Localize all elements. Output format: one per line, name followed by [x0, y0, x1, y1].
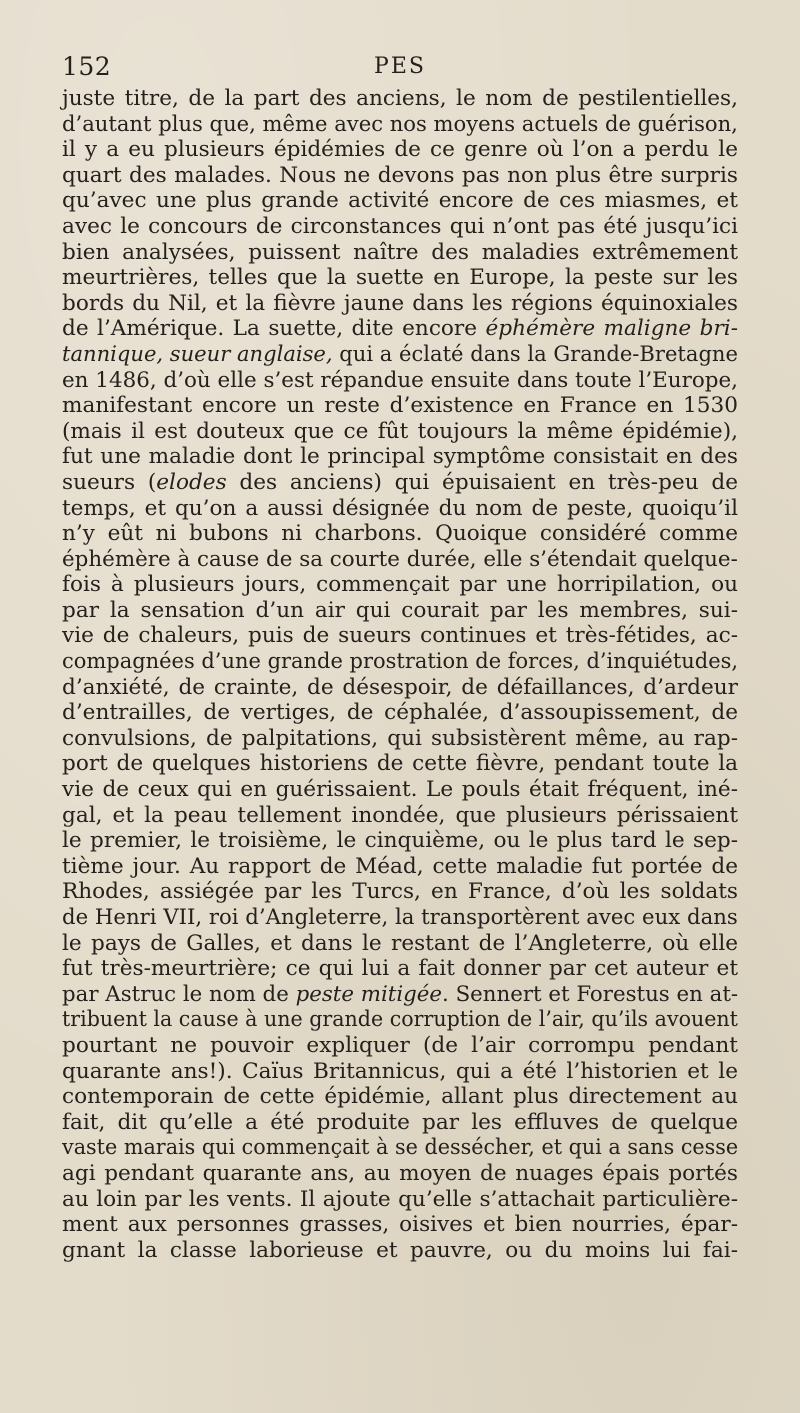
text-line: par la sensation d’un air qui courait par les membres, sui- — [62, 597, 738, 623]
text-line: vaste marais qui commençait à se dessécher, et qui a sans cesse — [62, 1135, 739, 1161]
text-line: port de quelques historiens de cette fièvre, pendant toute la — [62, 751, 738, 777]
page-number: 152 — [62, 52, 112, 81]
body-text — [62, 86, 738, 1263]
text-line: éphémère à cause de sa courte durée, elle s’étendait quelque- — [62, 546, 738, 572]
text-line: de Henri VII, roi d’Angleterre, la transportèrent avec eux dans — [62, 905, 738, 930]
text-line: tième jour. Au rapport de Méad, cette maladie fut portée de — [62, 853, 738, 879]
text-line: juste titre, de la part des anciens, le nom de pestilentielles, — [62, 86, 738, 111]
text-line: quarante ans!). Caïus Britannicus, qui a été l’historien et le — [62, 1058, 738, 1084]
text-line: quart des malades. Nous ne devons pas non plus être surpris — [62, 162, 738, 188]
text-line: de l’Amérique. La suette, dite encore éphémère maligne bri- — [62, 316, 738, 342]
text-line: il y a eu plusieurs épidémies de ce genre où l’on a perdu le — [62, 137, 738, 163]
text-line: convulsions, de palpitations, qui subsistèrent même, au rap- — [62, 725, 738, 751]
text-line: vie de chaleurs, puis de sueurs continues et très-fétides, ac- — [62, 623, 738, 649]
italic-phrase: elodes — [156, 469, 227, 495]
text-line: gnant la classe laborieuse et pauvre, ou du moins lui fai- — [62, 1237, 738, 1263]
text-line: fut une maladie dont le principal symptôme consistait en des — [62, 444, 738, 470]
text-line: par Astruc le nom de peste mitigée. Sennert et Forestus en at- — [62, 981, 739, 1007]
text-line: d’autant plus que, même avec nos moyens actuels de guérison, — [62, 111, 738, 137]
italic-phrase: tannique, sueur anglaise, — [62, 341, 333, 367]
text-line: d’entrailles, de vertiges, de céphalée, d’assoupissement, de — [62, 700, 738, 726]
text-line: bords du Nil, et la fièvre jaune dans les régions équinoxiales — [62, 290, 738, 316]
text-line: sueurs (elodes des anciens) qui épuisaient en très-peu de — [62, 469, 738, 495]
running-head: PES — [374, 54, 426, 79]
text-line: vie de ceux qui en guérissaient. Le pouls était fréquent, iné- — [62, 777, 738, 803]
text-line: Rhodes, assiégée par les Turcs, en France, d’où les soldats — [62, 879, 738, 905]
text-line: avec le concours de circonstances qui n’ont pas été jusqu’ici — [62, 213, 738, 239]
page-header — [62, 50, 738, 84]
text-line: meurtrières, telles que la suette en Europe, la peste sur les — [62, 265, 738, 291]
text-line: tannique, sueur anglaise, qui a éclaté dans la Grande-Bretagne — [62, 341, 738, 367]
text-line: au loin par les vents. Il ajoute qu’elle s’attachait particulière- — [62, 1186, 738, 1212]
text-line: tribuent la cause à une grande corruption de l’air, qu’ils avouent — [62, 1007, 738, 1033]
italic-phrase: éphémère maligne bri- — [485, 316, 738, 342]
text-line: ment aux personnes grasses, oisives et bien nourries, épar- — [62, 1212, 738, 1238]
text-line: compagnées d’une grande prostration de forces, d’inquiétudes, — [62, 649, 739, 675]
text-line: d’anxiété, de crainte, de désespoir, de défaillances, d’ardeur — [62, 674, 738, 700]
text-line: en 1486, d’où elle s’est répandue ensuite dans toute l’Europe, — [62, 367, 738, 393]
text-line: qu’avec une plus grande activité encore de ces miasmes, et — [62, 188, 738, 214]
italic-phrase: peste mitigée — [295, 981, 443, 1007]
text-line: agi pendant quarante ans, au moyen de nuages épais portés — [62, 1160, 738, 1186]
text-line: fut très-meurtrière; ce qui lui a fait donner par cet auteur et — [62, 956, 738, 982]
text-line: le premier, le troisième, le cinquième, ou le plus tard le sep- — [62, 828, 738, 854]
text-line: pourtant ne pouvoir expliquer (de l’air corrompu pendant — [62, 1032, 738, 1058]
text-line: manifestant encore un reste d’existence en France en 1530 — [62, 393, 738, 419]
text-line: (mais il est douteux que ce fût toujours la même épidémie), — [62, 418, 738, 444]
text-line: fois à plusieurs jours, commençait par une horripilation, ou — [62, 572, 738, 598]
text-line: gal, et la peau tellement inondée, que plusieurs périssaient — [62, 802, 738, 828]
text-line: fait, dit qu’elle a été produite par les effluves de quelque — [62, 1109, 738, 1135]
text-line: bien analysées, puissent naître des maladies extrêmement — [62, 239, 738, 265]
text-line: temps, et qu’on a aussi désignée du nom de peste, quoiqu’il — [62, 495, 738, 521]
text-line: n’y eût ni bubons ni charbons. Quoique considéré comme — [62, 521, 738, 547]
text-line: le pays de Galles, et dans le restant de l’Angleterre, où elle — [62, 930, 738, 956]
text-line: contemporain de cette épidémie, allant plus directement au — [62, 1084, 738, 1110]
